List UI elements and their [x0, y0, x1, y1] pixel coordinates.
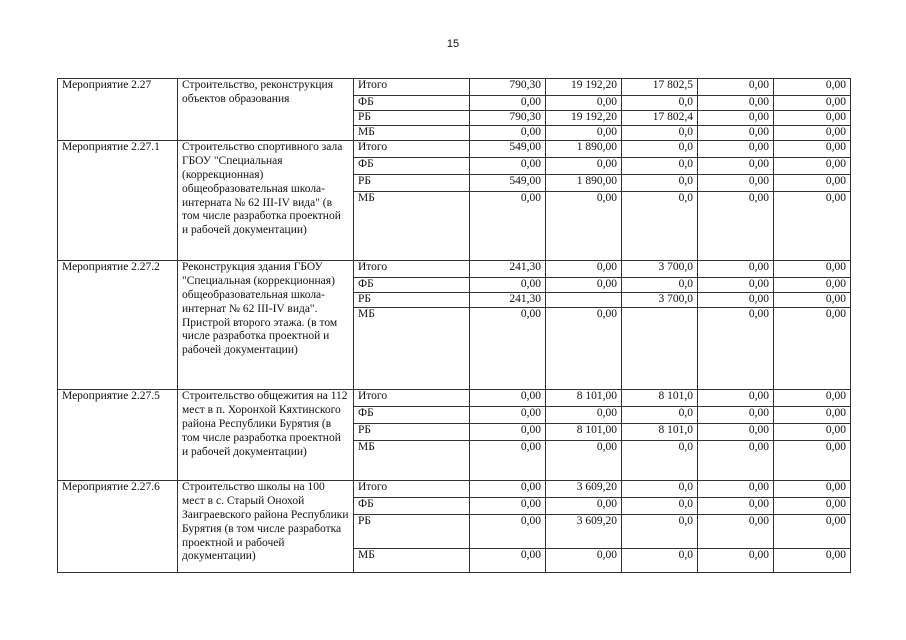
funding-source-cell: ФБ [354, 157, 470, 174]
funding-source-cell: ФБ [354, 497, 470, 514]
measure-description-cell: Строительство спортивного зала ГБОУ "Специальная (коррекционная) общеобразовательная школа-интерната № 62 III-IV вида" (в том числе разработка проектной и рабочей документации) [178, 140, 354, 260]
amount-cell: 0,00 [546, 406, 622, 423]
amount-cell: 0,00 [546, 191, 622, 260]
amount-cell: 0,00 [698, 79, 774, 96]
amount-cell: 0,00 [470, 497, 546, 514]
amount-cell: 549,00 [470, 140, 546, 157]
amount-cell: 0,00 [698, 292, 774, 307]
amount-cell: 0,0 [622, 126, 698, 141]
amount-cell: 0,00 [470, 548, 546, 572]
amount-cell: 0,00 [546, 497, 622, 514]
amount-cell: 0,00 [774, 96, 851, 111]
amount-cell: 0,00 [774, 497, 851, 514]
amount-cell: 0,00 [470, 277, 546, 292]
amount-cell: 0,00 [774, 440, 851, 480]
amount-cell: 0,00 [698, 497, 774, 514]
amount-cell: 0,00 [774, 157, 851, 174]
amount-cell: 0,00 [698, 191, 774, 260]
funding-source-cell: РБ [354, 514, 470, 548]
measure-name-cell: Мероприятие 2.27.1 [58, 140, 178, 260]
amount-cell: 0,0 [622, 440, 698, 480]
amount-cell: 0,0 [622, 96, 698, 111]
amount-cell: 0,0 [622, 497, 698, 514]
amount-cell: 19 192,20 [546, 111, 622, 126]
amount-cell: 0,00 [774, 307, 851, 389]
amount-cell: 8 101,00 [546, 423, 622, 440]
funding-source-cell: ФБ [354, 406, 470, 423]
funding-source-cell: ФБ [354, 96, 470, 111]
amount-cell: 0,00 [470, 307, 546, 389]
amount-cell: 0,00 [698, 126, 774, 141]
amount-cell: 0,00 [470, 406, 546, 423]
amount-cell: 0,00 [698, 423, 774, 440]
amount-cell: 0,00 [698, 96, 774, 111]
amount-cell: 8 101,0 [622, 423, 698, 440]
amount-cell: 0,00 [774, 111, 851, 126]
amount-cell: 0,00 [470, 191, 546, 260]
amount-cell [622, 307, 698, 389]
amount-cell: 0,00 [546, 440, 622, 480]
table-row [58, 389, 851, 406]
amount-cell: 0,0 [622, 548, 698, 572]
amount-cell: 0,00 [470, 423, 546, 440]
amount-cell: 3 700,0 [622, 260, 698, 277]
amount-cell: 0,00 [774, 480, 851, 497]
amount-cell: 1 890,00 [546, 140, 622, 157]
amount-cell: 0,00 [774, 548, 851, 572]
amount-cell: 0,00 [774, 79, 851, 96]
amount-cell: 0,00 [774, 140, 851, 157]
amount-cell: 1 890,00 [546, 174, 622, 191]
funding-source-cell: Итого [354, 79, 470, 96]
table-row [58, 140, 851, 157]
amount-cell: 0,0 [622, 191, 698, 260]
amount-cell: 0,0 [622, 406, 698, 423]
funding-source-cell: РБ [354, 111, 470, 126]
amount-cell: 549,00 [470, 174, 546, 191]
amount-cell: 0,00 [546, 307, 622, 389]
amount-cell: 0,00 [470, 480, 546, 497]
amount-cell: 0,00 [774, 389, 851, 406]
amount-cell: 0,00 [774, 514, 851, 548]
amount-cell: 3 609,20 [546, 480, 622, 497]
amount-cell: 0,00 [470, 440, 546, 480]
measure-name-cell: Мероприятие 2.27.2 [58, 260, 178, 389]
measure-name-cell: Мероприятие 2.27.6 [58, 480, 178, 572]
measure-name-cell: Мероприятие 2.27.5 [58, 389, 178, 480]
amount-cell: 0,00 [698, 157, 774, 174]
amount-cell: 0,00 [470, 514, 546, 548]
amount-cell: 241,30 [470, 260, 546, 277]
funding-source-cell: Итого [354, 480, 470, 497]
amount-cell: 0,0 [622, 140, 698, 157]
amount-cell: 241,30 [470, 292, 546, 307]
table-row [58, 260, 851, 277]
amount-cell: 0,00 [774, 260, 851, 277]
funding-source-cell: Итого [354, 140, 470, 157]
amount-cell: 0,00 [698, 440, 774, 480]
table-row [58, 79, 851, 96]
amount-cell: 0,00 [546, 548, 622, 572]
amount-cell: 0,00 [698, 140, 774, 157]
budget-table [57, 78, 851, 573]
measure-name-cell: Мероприятие 2.27 [58, 79, 178, 141]
measure-description-cell: Реконструкция здания ГБОУ "Специальная (коррекционная) общеобразовательная школа-интернат № 62 III-IV вида". Пристрой второго этажа. (в том числе разработка проектной и рабочей документации) [178, 260, 354, 389]
amount-cell: 0,00 [470, 389, 546, 406]
funding-source-cell: МБ [354, 191, 470, 260]
amount-cell: 0,00 [546, 260, 622, 277]
funding-source-cell: Итого [354, 389, 470, 406]
amount-cell: 0,00 [698, 111, 774, 126]
amount-cell: 790,30 [470, 79, 546, 96]
amount-cell: 0,00 [774, 292, 851, 307]
amount-cell: 0,00 [774, 191, 851, 260]
amount-cell: 0,00 [698, 514, 774, 548]
funding-source-cell: МБ [354, 307, 470, 389]
amount-cell: 3 700,0 [622, 292, 698, 307]
amount-cell: 8 101,0 [622, 389, 698, 406]
measure-description-cell: Строительство, реконструкция объектов образования [178, 79, 354, 141]
funding-source-cell: РБ [354, 423, 470, 440]
table-row [58, 480, 851, 497]
amount-cell: 0,00 [470, 96, 546, 111]
amount-cell: 17 802,4 [622, 111, 698, 126]
amount-cell: 0,00 [546, 277, 622, 292]
measure-description-cell: Строительство школы на 100 мест в с. Старый Онохой Заиграевского района Республики Бурятия (в том числе разработка проектной и рабочей документации) [178, 480, 354, 572]
amount-cell: 0,00 [546, 157, 622, 174]
measure-description-cell: Строительство общежития на 112 мест в п. Хоронхой Кяхтинского района Республики Бурятия (в том числе разработка проектной и рабочей документации) [178, 389, 354, 480]
amount-cell: 19 192,20 [546, 79, 622, 96]
amount-cell: 0,00 [546, 126, 622, 141]
amount-cell: 17 802,5 [622, 79, 698, 96]
funding-source-cell: РБ [354, 292, 470, 307]
amount-cell: 0,00 [774, 174, 851, 191]
funding-source-cell: ФБ [354, 277, 470, 292]
amount-cell: 0,0 [622, 157, 698, 174]
amount-cell: 0,00 [698, 260, 774, 277]
amount-cell: 0,00 [546, 96, 622, 111]
amount-cell: 0,0 [622, 174, 698, 191]
amount-cell [546, 292, 622, 307]
amount-cell: 0,00 [698, 307, 774, 389]
amount-cell: 0,00 [698, 174, 774, 191]
amount-cell: 0,00 [774, 423, 851, 440]
funding-source-cell: Итого [354, 260, 470, 277]
amount-cell: 0,00 [470, 126, 546, 141]
funding-source-cell: МБ [354, 126, 470, 141]
amount-cell: 0,00 [698, 480, 774, 497]
amount-cell: 0,00 [774, 126, 851, 141]
amount-cell: 0,0 [622, 480, 698, 497]
amount-cell: 0,00 [470, 157, 546, 174]
page-number: 15 [446, 38, 460, 50]
funding-source-cell: РБ [354, 174, 470, 191]
amount-cell: 8 101,00 [546, 389, 622, 406]
amount-cell: 3 609,20 [546, 514, 622, 548]
amount-cell: 0,00 [698, 548, 774, 572]
amount-cell: 0,00 [698, 389, 774, 406]
amount-cell: 0,00 [774, 277, 851, 292]
amount-cell: 0,00 [698, 277, 774, 292]
amount-cell: 790,30 [470, 111, 546, 126]
amount-cell: 0,0 [622, 514, 698, 548]
funding-source-cell: МБ [354, 548, 470, 572]
funding-source-cell: МБ [354, 440, 470, 480]
amount-cell: 0,00 [774, 406, 851, 423]
amount-cell: 0,0 [622, 277, 698, 292]
amount-cell: 0,00 [698, 406, 774, 423]
